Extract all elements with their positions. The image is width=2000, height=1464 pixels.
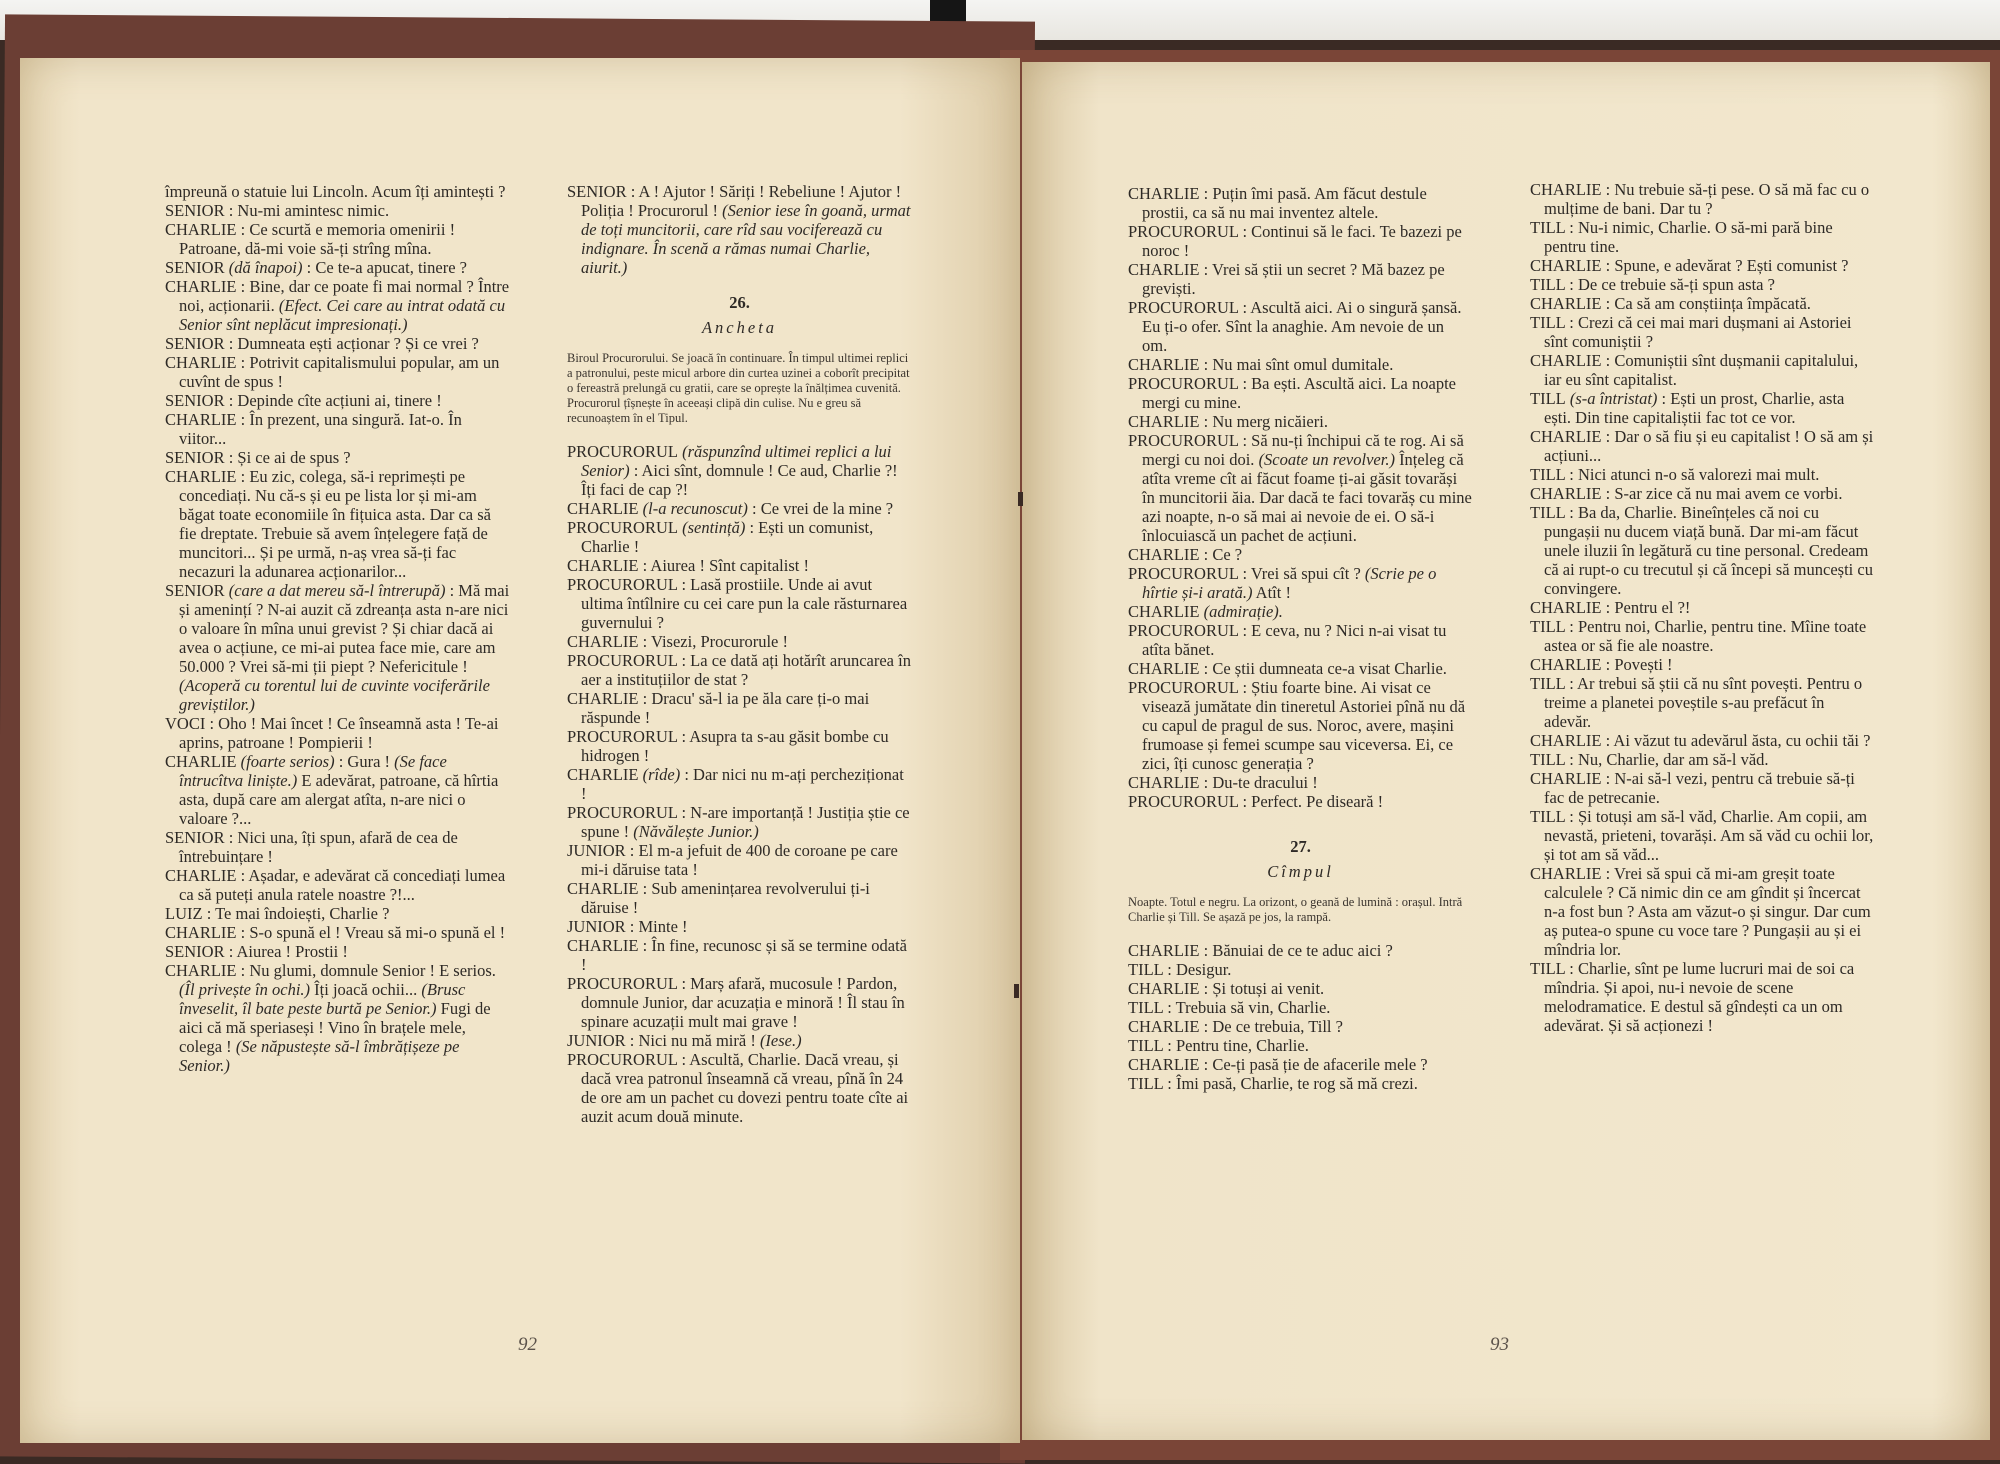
line-text: Dumneata ești acționar ? Și ce vrei ?	[233, 334, 479, 353]
speaker-name: CHARLIE	[567, 499, 639, 518]
dialogue-line	[1128, 412, 1473, 431]
page-number-left: 92	[518, 1334, 537, 1355]
stage-note: (l-a recunoscut)	[638, 499, 748, 518]
dialogue-line	[165, 752, 510, 828]
stage-note: (Îl privește în ochi.)	[179, 980, 311, 999]
speaker-name: SENIOR :	[165, 334, 234, 353]
speaker-name: SENIOR :	[165, 201, 234, 220]
speaker-name: TILL :	[1128, 998, 1172, 1017]
line-text: Povești !	[1610, 655, 1673, 674]
line-text: : Ești un comunist, Charlie !	[581, 518, 874, 556]
line-text: Nu glumi, domnule Senior ! E serios.	[245, 961, 496, 980]
line-text: Ce-ți pasă ție de afacerile mele ?	[1208, 1055, 1428, 1074]
stage-note: (dă înapoi)	[224, 258, 303, 277]
speaker-name: SENIOR	[165, 581, 225, 600]
dialogue-line	[567, 518, 912, 556]
line-text: Ce știi dumneata ce-a visat Charlie.	[1208, 659, 1447, 678]
dialogue-line	[1530, 427, 1875, 465]
speaker-name: TILL :	[1530, 807, 1574, 826]
dialogue-line	[165, 581, 510, 714]
dialogue-line	[165, 201, 510, 220]
line-text: Vrei să spui cît ?	[1247, 564, 1361, 583]
line-text: Aiurea ! Sînt capitalist !	[647, 556, 809, 575]
line-text: N-are importanță ! Justiția știe ce spune !	[581, 803, 910, 841]
line-text: Vrei să știi un secret ? Mă bazez pe greviști.	[1142, 260, 1445, 298]
speaker-name: SENIOR :	[165, 391, 234, 410]
speaker-name: SENIOR :	[165, 942, 234, 961]
line-text: N-ai să-l vezi, pentru că trebuie să-ți fac de petrecanie.	[1544, 769, 1855, 807]
speaker-name: TILL :	[1530, 313, 1574, 332]
stage-note: (Senior iese în goană, urmat de toți muncitorii, care rîd sau vociferează cu indignare. În scenă a rămas numai Charlie, aiurit.)	[581, 201, 911, 277]
line-text: Vrei să spui că mi-am greșit toate calculele ? Că nimic din ce am gîndit și încercat n-a fost bun ? Asta am văzut-o și singur. Dar cum aș putea-o spune cu voce tare ? Pungașii au și ei mîndria lor.	[1544, 864, 1871, 959]
speaker-name: CHARLIE	[1128, 602, 1200, 621]
line-text: Comuniștii sînt dușmanii capitalului, iar eu sînt capitalist.	[1544, 351, 1859, 389]
speaker-name: CHARLIE :	[1128, 659, 1209, 678]
dialogue-line	[1128, 355, 1473, 374]
stage-note: (admirație).	[1199, 602, 1283, 621]
line-text: Visezi, Procurorule !	[647, 632, 788, 651]
dialogue-line	[567, 689, 912, 727]
dialogue-line	[567, 499, 912, 518]
speaker-name: PROCURORUL :	[1128, 298, 1248, 317]
speaker-name: PROCURORUL	[567, 518, 678, 537]
left-page-column-1	[165, 182, 510, 1075]
line-text: A ! Ajutor ! Săriți ! Rebeliune ! Ajutor ! Poliția ! Procurorul !	[581, 182, 902, 220]
dialogue-line	[567, 917, 912, 936]
stage-note: (Iese.)	[755, 1031, 802, 1050]
dialogue-line	[567, 765, 912, 803]
speaker-name: CHARLIE :	[1530, 598, 1611, 617]
speaker-name: CHARLIE :	[1530, 294, 1611, 313]
line-text: Ascultă aici. Ai o singură șansă. Eu ți-o ofer. Sînt la anaghie. Am nevoie de un om.	[1142, 298, 1462, 355]
speaker-name: PROCURORUL :	[567, 1050, 687, 1069]
line-text: Crezi că cei mai mari dușmani ai Astoriei sînt comuniștii ?	[1544, 313, 1852, 351]
line-text: Asupra ta s-au găsit bombe cu hidrogen !	[581, 727, 889, 765]
line-text: Spune, e adevărat ? Ești comunist ?	[1610, 256, 1849, 275]
speaker-name: CHARLIE :	[165, 467, 246, 486]
speaker-name: PROCURORUL :	[1128, 222, 1248, 241]
dialogue-line	[1128, 1036, 1473, 1055]
gutter-mark	[1014, 984, 1019, 998]
line-text: Îmi pasă, Charlie, te rog să mă crezi.	[1171, 1074, 1418, 1093]
line-text: Trebuia să vin, Charlie.	[1171, 998, 1331, 1017]
line-text: În prezent, una singură. Iat-o. În viitor...	[179, 410, 462, 448]
column-2-body	[567, 442, 912, 1126]
line-text: Nu, Charlie, dar am să-l văd.	[1573, 750, 1769, 769]
scene-title: Cîmpul	[1267, 862, 1334, 881]
speaker-name: TILL :	[1530, 617, 1574, 636]
dialogue-line	[1530, 351, 1875, 389]
dialogue-line	[1128, 1017, 1473, 1036]
speaker-name: CHARLIE	[165, 752, 237, 771]
speaker-name: JUNIOR :	[567, 841, 635, 860]
speaker-name: SENIOR :	[165, 448, 234, 467]
stage-note: (Acoperă cu torentul lui de cuvinte vociferările greviștilor.)	[179, 676, 490, 714]
speaker-name: CHARLIE :	[1530, 256, 1611, 275]
speaker-name: CHARLIE :	[1128, 773, 1209, 792]
speaker-name: SENIOR :	[165, 828, 234, 847]
dialogue-line	[1530, 294, 1875, 313]
dialogue-line	[567, 1031, 912, 1050]
stage-direction: Noapte. Totul e negru. La orizont, o geană de lumină : orașul. Intră Charlie și Till. Se așază pe jos, la rampă.	[1128, 895, 1463, 924]
line-text: Bine, dar ce poate fi mai normal ? Între noi, acționarii.	[179, 277, 510, 315]
stage-note: (sentință)	[677, 518, 746, 537]
line-text: Desigur.	[1171, 960, 1232, 979]
line-text: : Dar nici nu m-ați percheziționat !	[581, 765, 904, 803]
line-text: Perfect. Pe diseară !	[1247, 792, 1384, 811]
line-text: Înțeleg că atîta vreme cît ai făcut foame ți-ai găsit tovarăși în muncitorii ăia. Dar dacă te faci tovarăș cu mine azi noapte, n-o să mai ai nevoie de ei. O să-i înlocuiască un pachet de acțiuni.	[1142, 450, 1472, 545]
speaker-name: PROCURORUL	[567, 442, 678, 461]
dialogue-line	[165, 904, 510, 923]
line-text: : Mă mai și amenințí ? N-ai auzit că zdreanța asta n-are nici o valoare în mîna unui grevist ? Și chiar dacă ai avea o acțiune, ce mi-ai putea face mie, care am 50.000 ? Vrei să-mi ții piept ? Nefericitule !	[179, 581, 510, 676]
speaker-name: VOCI :	[165, 714, 215, 733]
speaker-name: CHARLIE :	[1128, 941, 1209, 960]
dialogue-line	[567, 556, 912, 575]
dialogue-line	[165, 334, 510, 353]
stage-note: (s-a întristat)	[1565, 389, 1658, 408]
line-text: Ce ?	[1208, 545, 1243, 564]
line-text: împreună o statuie lui Lincoln. Acum îți amintești ?	[165, 182, 506, 201]
stage-note: (Efect. Cei care au intrat odată cu Senior sînt neplăcut impresionați.)	[179, 296, 506, 334]
speaker-name: CHARLIE :	[1128, 1055, 1209, 1074]
dialogue-line	[165, 353, 510, 391]
speaker-name: TILL :	[1530, 674, 1574, 693]
dialogue-line	[165, 714, 510, 752]
dialogue-line	[165, 961, 510, 1075]
line-text: Nu-mi amintesc nimic.	[233, 201, 390, 220]
speaker-name: CHARLIE :	[165, 277, 246, 296]
line-text: Sub amenințarea revolverului ți-i dăruise !	[581, 879, 870, 917]
line-text: Să nu-ți închipui că te rog. Ai să mergi cu noi doi.	[1142, 431, 1464, 469]
speaker-name: CHARLIE :	[1128, 260, 1209, 279]
line-text: S-ar zice că nu mai avem ce vorbi.	[1610, 484, 1843, 503]
line-text: Nu merg nicăieri.	[1208, 412, 1328, 431]
dialogue-line	[1530, 655, 1875, 674]
dialogue-line	[1530, 750, 1875, 769]
speaker-name: CHARLIE :	[1530, 655, 1611, 674]
line-text: Minte !	[634, 917, 688, 936]
speaker-name: CHARLIE :	[1128, 979, 1209, 998]
line-text: Dracu' să-l ia pe ăla care ți-o mai răspunde !	[581, 689, 870, 727]
dialogue-line	[1530, 959, 1875, 1035]
dialogue-line	[567, 632, 912, 651]
speaker-name: TILL :	[1530, 503, 1574, 522]
speaker-name: CHARLIE :	[1128, 1017, 1209, 1036]
dialogue-line	[1128, 659, 1473, 678]
dialogue-line	[165, 182, 510, 201]
line-text: : Gura !	[334, 752, 391, 771]
line-text: Continui să le faci. Te bazezi pe noroc !	[1142, 222, 1462, 260]
stage-direction: Biroul Procurorului. Se joacă în continuare. În timpul ultimei replici a patronului, peste micul arbore din curtea uzinei a coborît precipitat o fereastră prelungă cu gratii, care se oprește la înălțimea cuvenită. Procurorul țîșnește în aceeași clipă din culise. Nu e greu să recunoaștem în el Tipul.	[567, 351, 910, 425]
line-text: Nici atunci n-o să valorezi mai mult.	[1573, 465, 1820, 484]
scene-number: 27.	[1290, 837, 1311, 856]
speaker-name: PROCURORUL :	[567, 575, 687, 594]
dialogue-line	[1530, 769, 1875, 807]
dialogue-line	[1530, 503, 1875, 598]
speaker-name: JUNIOR :	[567, 1031, 635, 1050]
line-text: Nici una, îți spun, afară de cea de întrebuințare !	[179, 828, 458, 866]
line-text: Nu mai sînt omul dumitale.	[1208, 355, 1394, 374]
speaker-name: SENIOR	[165, 258, 225, 277]
dialogue-line	[567, 1050, 912, 1126]
line-text: Lasă prostiile. Unde ai avut ultima întîlnire cu cei care pun la cale răsturnarea guvernului ?	[581, 575, 908, 632]
speaker-name: CHARLIE :	[1530, 769, 1611, 788]
dialogue-line	[1128, 998, 1473, 1017]
speaker-name: TILL :	[1530, 959, 1574, 978]
speaker-name: CHARLIE :	[1128, 412, 1209, 431]
page-number-right: 93	[1490, 1334, 1509, 1355]
dialogue-line	[165, 467, 510, 581]
dialogue-line	[1530, 180, 1875, 218]
speaker-name: CHARLIE :	[1530, 731, 1611, 750]
speaker-name: SENIOR :	[567, 182, 636, 201]
speaker-name: CHARLIE :	[567, 632, 648, 651]
dialogue-line	[1128, 792, 1473, 811]
dialogue-line	[165, 391, 510, 410]
scene-title: Ancheta	[701, 318, 778, 337]
speaker-name: CHARLIE :	[165, 353, 246, 372]
dialogue-line	[1128, 431, 1473, 545]
scene-number: 26.	[729, 293, 750, 312]
dialogue-line	[1128, 621, 1473, 659]
dialogue-line	[165, 828, 510, 866]
dialogue-line	[567, 575, 912, 632]
speaker-name: PROCURORUL :	[567, 803, 687, 822]
speaker-name: PROCURORUL :	[567, 651, 687, 670]
dialogue-line	[567, 974, 912, 1031]
line-text: Te mai îndoiești, Charlie ?	[211, 904, 390, 923]
dialogue-line	[1530, 617, 1875, 655]
speaker-name: TILL :	[1530, 750, 1574, 769]
line-text: Știu foarte bine. Ai visat ce visează jumătate din tineretul Astoriei pînă nu dă cu capul de pragul de sus. Noroc, avere, mașini frumoase și femei scumpe sau viceversa. Ei, ce zici, îți cunosc generația ?	[1142, 678, 1466, 773]
speaker-name: TILL :	[1530, 465, 1574, 484]
dialogue-line	[567, 936, 912, 974]
dialogue-line	[567, 182, 912, 277]
dialogue-line	[1128, 1074, 1473, 1093]
dialogue-line	[165, 258, 510, 277]
line-text: E ceva, nu ? Nici n-ai visat tu atîta bănet.	[1142, 621, 1447, 659]
column-3-body	[1128, 941, 1473, 1093]
stage-note: (care a dat mereu să-l întrerupă)	[224, 581, 446, 600]
line-text: : Aici sînt, domnule ! Ce aud, Charlie ?! Îți faci de cap ?!	[581, 461, 898, 499]
speaker-name: PROCURORUL :	[567, 727, 687, 746]
dialogue-line	[1128, 602, 1473, 621]
line-text: : Ce vrei de la mine ?	[747, 499, 894, 518]
stage-note: (foarte serios)	[236, 752, 335, 771]
speaker-name: PROCURORUL :	[1128, 621, 1248, 640]
line-text: Du-te dracului !	[1208, 773, 1318, 792]
line-text: Și totuși am să-l văd, Charlie. Am copii, am nevastă, prieteni, tovarăși. Am să văd cu ochii lor, și tot am să văd...	[1544, 807, 1874, 864]
speaker-name: TILL :	[1530, 275, 1574, 294]
dialogue-line	[567, 841, 912, 879]
line-text: Nu-i nimic, Charlie. O să-mi pară bine pentru tine.	[1544, 218, 1833, 256]
line-text: Nici nu mă miră !	[634, 1031, 756, 1050]
dialogue-line	[1128, 298, 1473, 355]
line-text: Ai văzut tu adevărul ăsta, cu ochii tăi ?	[1610, 731, 1871, 750]
speaker-name: PROCURORUL :	[1128, 564, 1248, 583]
line-text: : Ce te-a apucat, tinere ?	[302, 258, 467, 277]
dialogue-line	[1128, 979, 1473, 998]
line-text: Ba ești. Ascultă aici. La noapte mergi cu mine.	[1142, 374, 1456, 412]
dialogue-line	[1128, 960, 1473, 979]
dialogue-line	[165, 866, 510, 904]
speaker-name: CHARLIE :	[165, 220, 246, 239]
stage-note: (Scrie pe o hîrtie și-i arată.)	[1142, 564, 1437, 602]
speaker-name: CHARLIE :	[165, 923, 246, 942]
line-text: Depinde cîte acțiuni ai, tinere !	[233, 391, 442, 410]
line-text: Fugi de aici că mă speriaseși ! Vino în brațele mele, colega !	[179, 999, 491, 1056]
speaker-name: TILL :	[1128, 1036, 1172, 1055]
dialogue-line	[567, 727, 912, 765]
line-text: Ce scurtă e memoria omenirii ! Patroane, dă-mi voie să-ți strîng mîna.	[179, 220, 456, 258]
speaker-name: CHARLIE :	[1530, 351, 1611, 370]
dialogue-line	[1530, 731, 1875, 750]
right-page-column-2	[1530, 180, 1875, 1035]
line-text: Și ce ai de spus ?	[233, 448, 351, 467]
column-2-top	[567, 182, 912, 277]
dialogue-line	[1530, 484, 1875, 503]
speaker-name: CHARLIE :	[1128, 355, 1209, 374]
line-text: De ce trebuia, Till ?	[1208, 1017, 1343, 1036]
line-text: Ar trebui să știi că nu sînt povești. Pentru o treime a planetei poveștile s-au prefăcut în adevăr.	[1544, 674, 1863, 731]
line-text: Ca să am conștiința împăcată.	[1610, 294, 1811, 313]
speaker-name: CHARLIE :	[165, 866, 246, 885]
line-text: Bănuiai de ce te aduc aici ?	[1208, 941, 1393, 960]
left-page-column-2	[567, 182, 912, 1126]
speaker-name: CHARLIE :	[567, 689, 648, 708]
dialogue-line	[567, 879, 912, 917]
line-text: Îți joacă ochii...	[310, 980, 418, 999]
stage-note: (rîde)	[638, 765, 681, 784]
dialogue-line	[1530, 598, 1875, 617]
line-text: S-o spună el ! Vreau să mi-o spună el !	[245, 923, 506, 942]
speaker-name: TILL	[1530, 389, 1566, 408]
speaker-name: CHARLIE :	[1530, 427, 1611, 446]
line-text: : Ești un prost, Charlie, asta ești. Din tine capitaliștii fac tot ce vor.	[1544, 389, 1845, 427]
line-text: Potrivit capitalismului popular, am un cuvînt de spus !	[179, 353, 500, 391]
line-text: În fine, recunosc și să se termine odată !	[581, 936, 907, 974]
speaker-name: LUIZ :	[165, 904, 212, 923]
dialogue-line	[567, 803, 912, 841]
dialogue-line	[1128, 1055, 1473, 1074]
dialogue-line	[165, 923, 510, 942]
line-text: La ce dată ați hotărît aruncarea în aer a instituțiilor de stat ?	[581, 651, 911, 689]
dialogue-line	[1128, 545, 1473, 564]
line-text: Pentru noi, Charlie, pentru tine. Mîine toate astea or să fie ale noastre.	[1544, 617, 1867, 655]
line-text: Așadar, e adevărat că concediați lumea ca să puteți anula ratele noastre ?!...	[179, 866, 506, 904]
speaker-name: PROCURORUL :	[1128, 678, 1248, 697]
line-text: Ascultă, Charlie. Dacă vreau, și dacă vrea patronul înseamnă că vreau, pînă în 24 de ore am un pachet cu dovezi pentru toate cîte ai auzit acum două minute.	[581, 1050, 909, 1126]
stage-note: (răspunzînd ultimei replici a lui Senior)	[581, 442, 892, 480]
speaker-name: CHARLIE :	[1530, 484, 1611, 503]
dialogue-line	[1530, 275, 1875, 294]
speaker-name: TILL :	[1128, 1074, 1172, 1093]
speaker-name: PROCURORUL :	[1128, 792, 1248, 811]
line-text: El m-a jefuit de 400 de coroane pe care mi-i dăruise tata !	[581, 841, 898, 879]
line-text: Ba da, Charlie. Bineînțeles că noi cu pungașii nu ducem viață bună. Dar mi-am făcut unele iluzii în legătură cu tine personal. Credeam că ai rupt-o cu trecutul și că începi să muncești cu convingere.	[1544, 503, 1873, 598]
dialogue-line	[165, 410, 510, 448]
line-text: Pentru el ?!	[1610, 598, 1691, 617]
dialogue-line	[1530, 389, 1875, 427]
dialogue-line	[165, 277, 510, 334]
speaker-name: PROCURORUL :	[1128, 374, 1248, 393]
speaker-name: PROCURORUL :	[1128, 431, 1248, 450]
line-text: E adevărat, patroane, că hîrtia asta, după care am alergat atîta, n-are nici o valoare ?...	[179, 771, 499, 828]
line-text: Charlie, sînt pe lume lucruri mai de soi ca mîndria. Și apoi, nu-i nevoie de scene melodramatice. E destul să gîndești ca un om adevărat. Și să acționezi !	[1544, 959, 1855, 1035]
speaker-name: TILL :	[1128, 960, 1172, 979]
line-text: Atît !	[1252, 583, 1291, 602]
line-text: Nu trebuie să-ți pese. O să mă fac cu o mulțime de bani. Dar tu ?	[1544, 180, 1870, 218]
speaker-name: CHARLIE :	[567, 879, 648, 898]
dialogue-line	[1128, 184, 1473, 222]
dialogue-line	[1530, 313, 1875, 351]
speaker-name: TILL :	[1530, 218, 1574, 237]
line-text: Eu zic, colega, să-i reprimești pe concediați. Nu că-s și eu pe lista lor și mi-am băgat toate economiile în fițuica asta. Dar ca să fie dreptate. Trebuie să avem înțelegere față de muncitori... Și pe urmă, n-aș vrea să-ți fac necazuri la adunarea acționarilor...	[179, 467, 491, 581]
dialogue-line	[567, 651, 912, 689]
dialogue-line	[1530, 256, 1875, 275]
dialogue-line	[1530, 465, 1875, 484]
dialogue-line	[165, 448, 510, 467]
speaker-name: CHARLIE	[567, 765, 639, 784]
stage-note: (Brusc înveselit, îl bate peste burtă pe Senior.)	[179, 980, 466, 1018]
speaker-name: JUNIOR :	[567, 917, 635, 936]
speaker-name: CHARLIE :	[567, 556, 648, 575]
speaker-name: CHARLIE :	[165, 410, 246, 429]
dialogue-line	[1128, 941, 1473, 960]
speaker-name: PROCURORUL :	[567, 974, 687, 993]
column-3-top	[1128, 184, 1473, 811]
speaker-name: CHARLIE :	[1128, 184, 1209, 203]
line-text: Și totuși ai venit.	[1208, 979, 1325, 998]
dialogue-line	[1128, 260, 1473, 298]
dialogue-line	[1530, 807, 1875, 864]
dialogue-line	[165, 220, 510, 258]
speaker-name: CHARLIE :	[1530, 864, 1611, 883]
gutter-mark	[1018, 492, 1023, 506]
speaker-name: CHARLIE :	[1530, 180, 1611, 199]
right-page-column-1	[1128, 184, 1473, 1093]
line-text: De ce trebuie să-ți spun asta ?	[1573, 275, 1775, 294]
speaker-name: CHARLIE :	[1128, 545, 1209, 564]
dialogue-line	[1128, 222, 1473, 260]
dialogue-line	[1530, 864, 1875, 959]
stage-note: (Se face întrucîtva liniște.)	[179, 752, 447, 790]
line-text: Aiurea ! Prostii !	[233, 942, 348, 961]
dialogue-line	[1530, 218, 1875, 256]
speaker-name: CHARLIE :	[165, 961, 246, 980]
dialogue-line	[567, 442, 912, 499]
dialogue-line	[1530, 674, 1875, 731]
stage-note: (Năvălește Junior.)	[629, 822, 759, 841]
speaker-name: CHARLIE :	[567, 936, 648, 955]
stage-note: (Se năpustește să-l îmbrățișeze pe Senior.)	[179, 1037, 460, 1075]
dialogue-line	[1128, 374, 1473, 412]
line-text: Oho ! Mai încet ! Ce înseamnă asta ! Te-ai aprins, patroane ! Pompierii !	[179, 714, 499, 752]
line-text: Dar o să fiu și eu capitalist ! O să am și acțiuni...	[1544, 427, 1874, 465]
dialogue-line	[1128, 564, 1473, 602]
dialogue-line	[1128, 678, 1473, 773]
dialogue-line	[165, 942, 510, 961]
line-text: Puțin îmi pasă. Am făcut destule prostii, ca să nu mai inventez altele.	[1142, 184, 1427, 222]
line-text: Marș afară, mucosule ! Pardon, domnule Junior, dar acuzația e minoră ! Îl stau în spinare acuzații mult mai grave !	[581, 974, 905, 1031]
line-text: Pentru tine, Charlie.	[1171, 1036, 1309, 1055]
dialogue-line	[1128, 773, 1473, 792]
stage-note: (Scoate un revolver.)	[1254, 450, 1395, 469]
